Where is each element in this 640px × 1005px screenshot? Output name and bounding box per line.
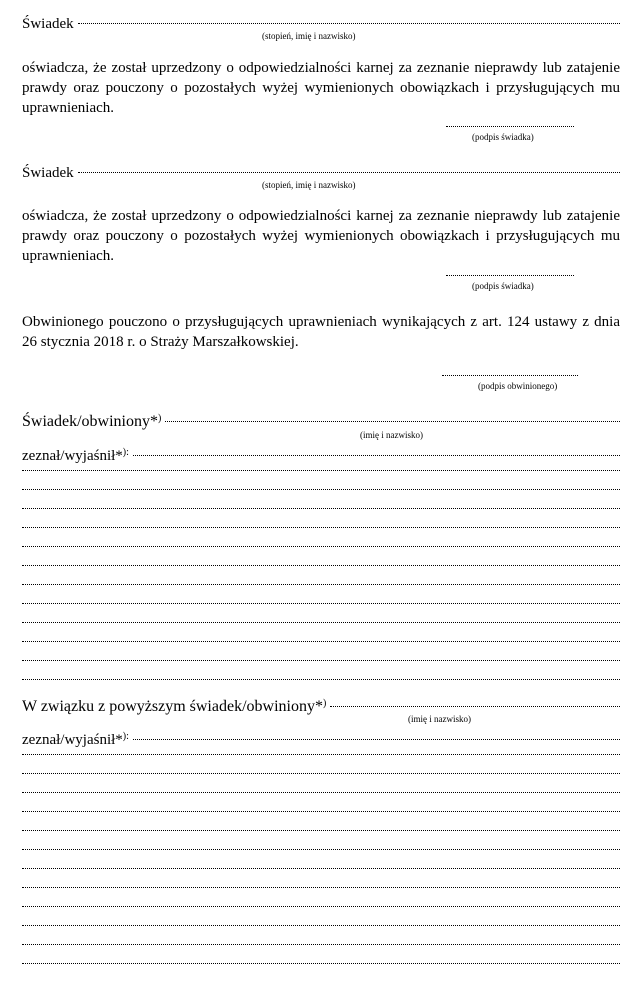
testimony1-line[interactable] bbox=[22, 527, 620, 528]
testimony1-line[interactable] bbox=[22, 660, 620, 661]
testimony2-line[interactable] bbox=[22, 773, 620, 774]
witness2-input-line[interactable] bbox=[78, 159, 620, 177]
testimony1-line[interactable] bbox=[22, 489, 620, 490]
testimony1-line[interactable] bbox=[22, 584, 620, 585]
accused-signature-caption: (podpis obwinionego) bbox=[478, 381, 558, 391]
testimony2-stated-label: zeznał/wyjaśnił*): bbox=[22, 731, 129, 748]
testimony2-line[interactable] bbox=[22, 887, 620, 888]
testimony2-line[interactable] bbox=[22, 811, 620, 812]
testimony1-line[interactable] bbox=[22, 679, 620, 680]
testimony2-line[interactable] bbox=[22, 906, 620, 907]
witness2-statement: oświadcza, że został uprzedzony o odpowiedzialności karnej za zeznanie nieprawdy lub zatajenie prawdy oraz pouczony o pozostałych wyżej wymienionych obowiązkach i przysługujących mu uprawnieniach. bbox=[22, 208, 620, 264]
accused-signature-line[interactable] bbox=[442, 375, 578, 376]
testimony2-line[interactable] bbox=[22, 944, 620, 945]
witness1-signature-caption: (podpis świadka) bbox=[472, 132, 534, 142]
testimony2-line[interactable] bbox=[22, 868, 620, 869]
witness2-field[interactable] bbox=[22, 159, 620, 182]
witness2-signature-line[interactable] bbox=[446, 275, 574, 276]
witness1-input-line[interactable] bbox=[78, 10, 620, 28]
testimony1-line[interactable] bbox=[22, 641, 620, 642]
accused-notice: Obwinionego pouczono o przysługujących uprawnieniach wynikających z art. 124 ustawy z dnia 26 stycznia 2018 r. o Straży Marszałkowskiej. bbox=[22, 314, 620, 350]
testimony1-line[interactable] bbox=[22, 546, 620, 547]
testimony1-line[interactable] bbox=[22, 622, 620, 623]
witness2-label: Świadek bbox=[22, 165, 74, 181]
witness2-signature-caption: (podpis świadka) bbox=[472, 281, 534, 291]
testimony1-caption: (imię i nazwisko) bbox=[360, 430, 423, 440]
witness1-field[interactable] bbox=[22, 10, 620, 33]
testimony1-person-input-line[interactable] bbox=[165, 408, 620, 426]
testimony2-line[interactable] bbox=[22, 792, 620, 793]
witness1-statement: oświadcza, że został uprzedzony o odpowiedzialności karnej za zeznanie nieprawdy lub zatajenie prawdy oraz pouczony o pozostałych wyżej wymienionych obowiązkach i przysługujących mu uprawnieniach. bbox=[22, 60, 620, 116]
testimony1-person-label: Świadek/obwiniony*) bbox=[22, 413, 162, 430]
testimony2-stated-input-line[interactable] bbox=[133, 726, 620, 744]
testimony2-line[interactable] bbox=[22, 830, 620, 831]
testimony1-stated-field[interactable] bbox=[22, 442, 620, 465]
testimony2-line[interactable] bbox=[22, 754, 620, 755]
witness2-caption: (stopień, imię i nazwisko) bbox=[262, 180, 356, 190]
testimony2-stated-field[interactable] bbox=[22, 726, 620, 749]
testimony2-caption: (imię i nazwisko) bbox=[408, 714, 471, 724]
testimony1-stated-label: zeznał/wyjaśnił*): bbox=[22, 447, 129, 464]
testimony2-person-input-line[interactable] bbox=[330, 693, 620, 711]
testimony1-line[interactable] bbox=[22, 470, 620, 471]
testimony1-line[interactable] bbox=[22, 565, 620, 566]
testimony2-line[interactable] bbox=[22, 925, 620, 926]
testimony2-line[interactable] bbox=[22, 963, 620, 964]
testimony1-line[interactable] bbox=[22, 603, 620, 604]
testimony2-person-field[interactable] bbox=[22, 693, 620, 716]
testimony1-line[interactable] bbox=[22, 508, 620, 509]
witness1-caption: (stopień, imię i nazwisko) bbox=[262, 31, 356, 41]
testimony1-stated-input-line[interactable] bbox=[133, 442, 620, 460]
witness1-label: Świadek bbox=[22, 16, 74, 32]
testimony2-line[interactable] bbox=[22, 849, 620, 850]
witness1-signature-line[interactable] bbox=[446, 126, 574, 127]
testimony2-person-label: W związku z powyższym świadek/obwiniony*) bbox=[22, 698, 327, 715]
testimony1-person-field[interactable] bbox=[22, 408, 620, 431]
